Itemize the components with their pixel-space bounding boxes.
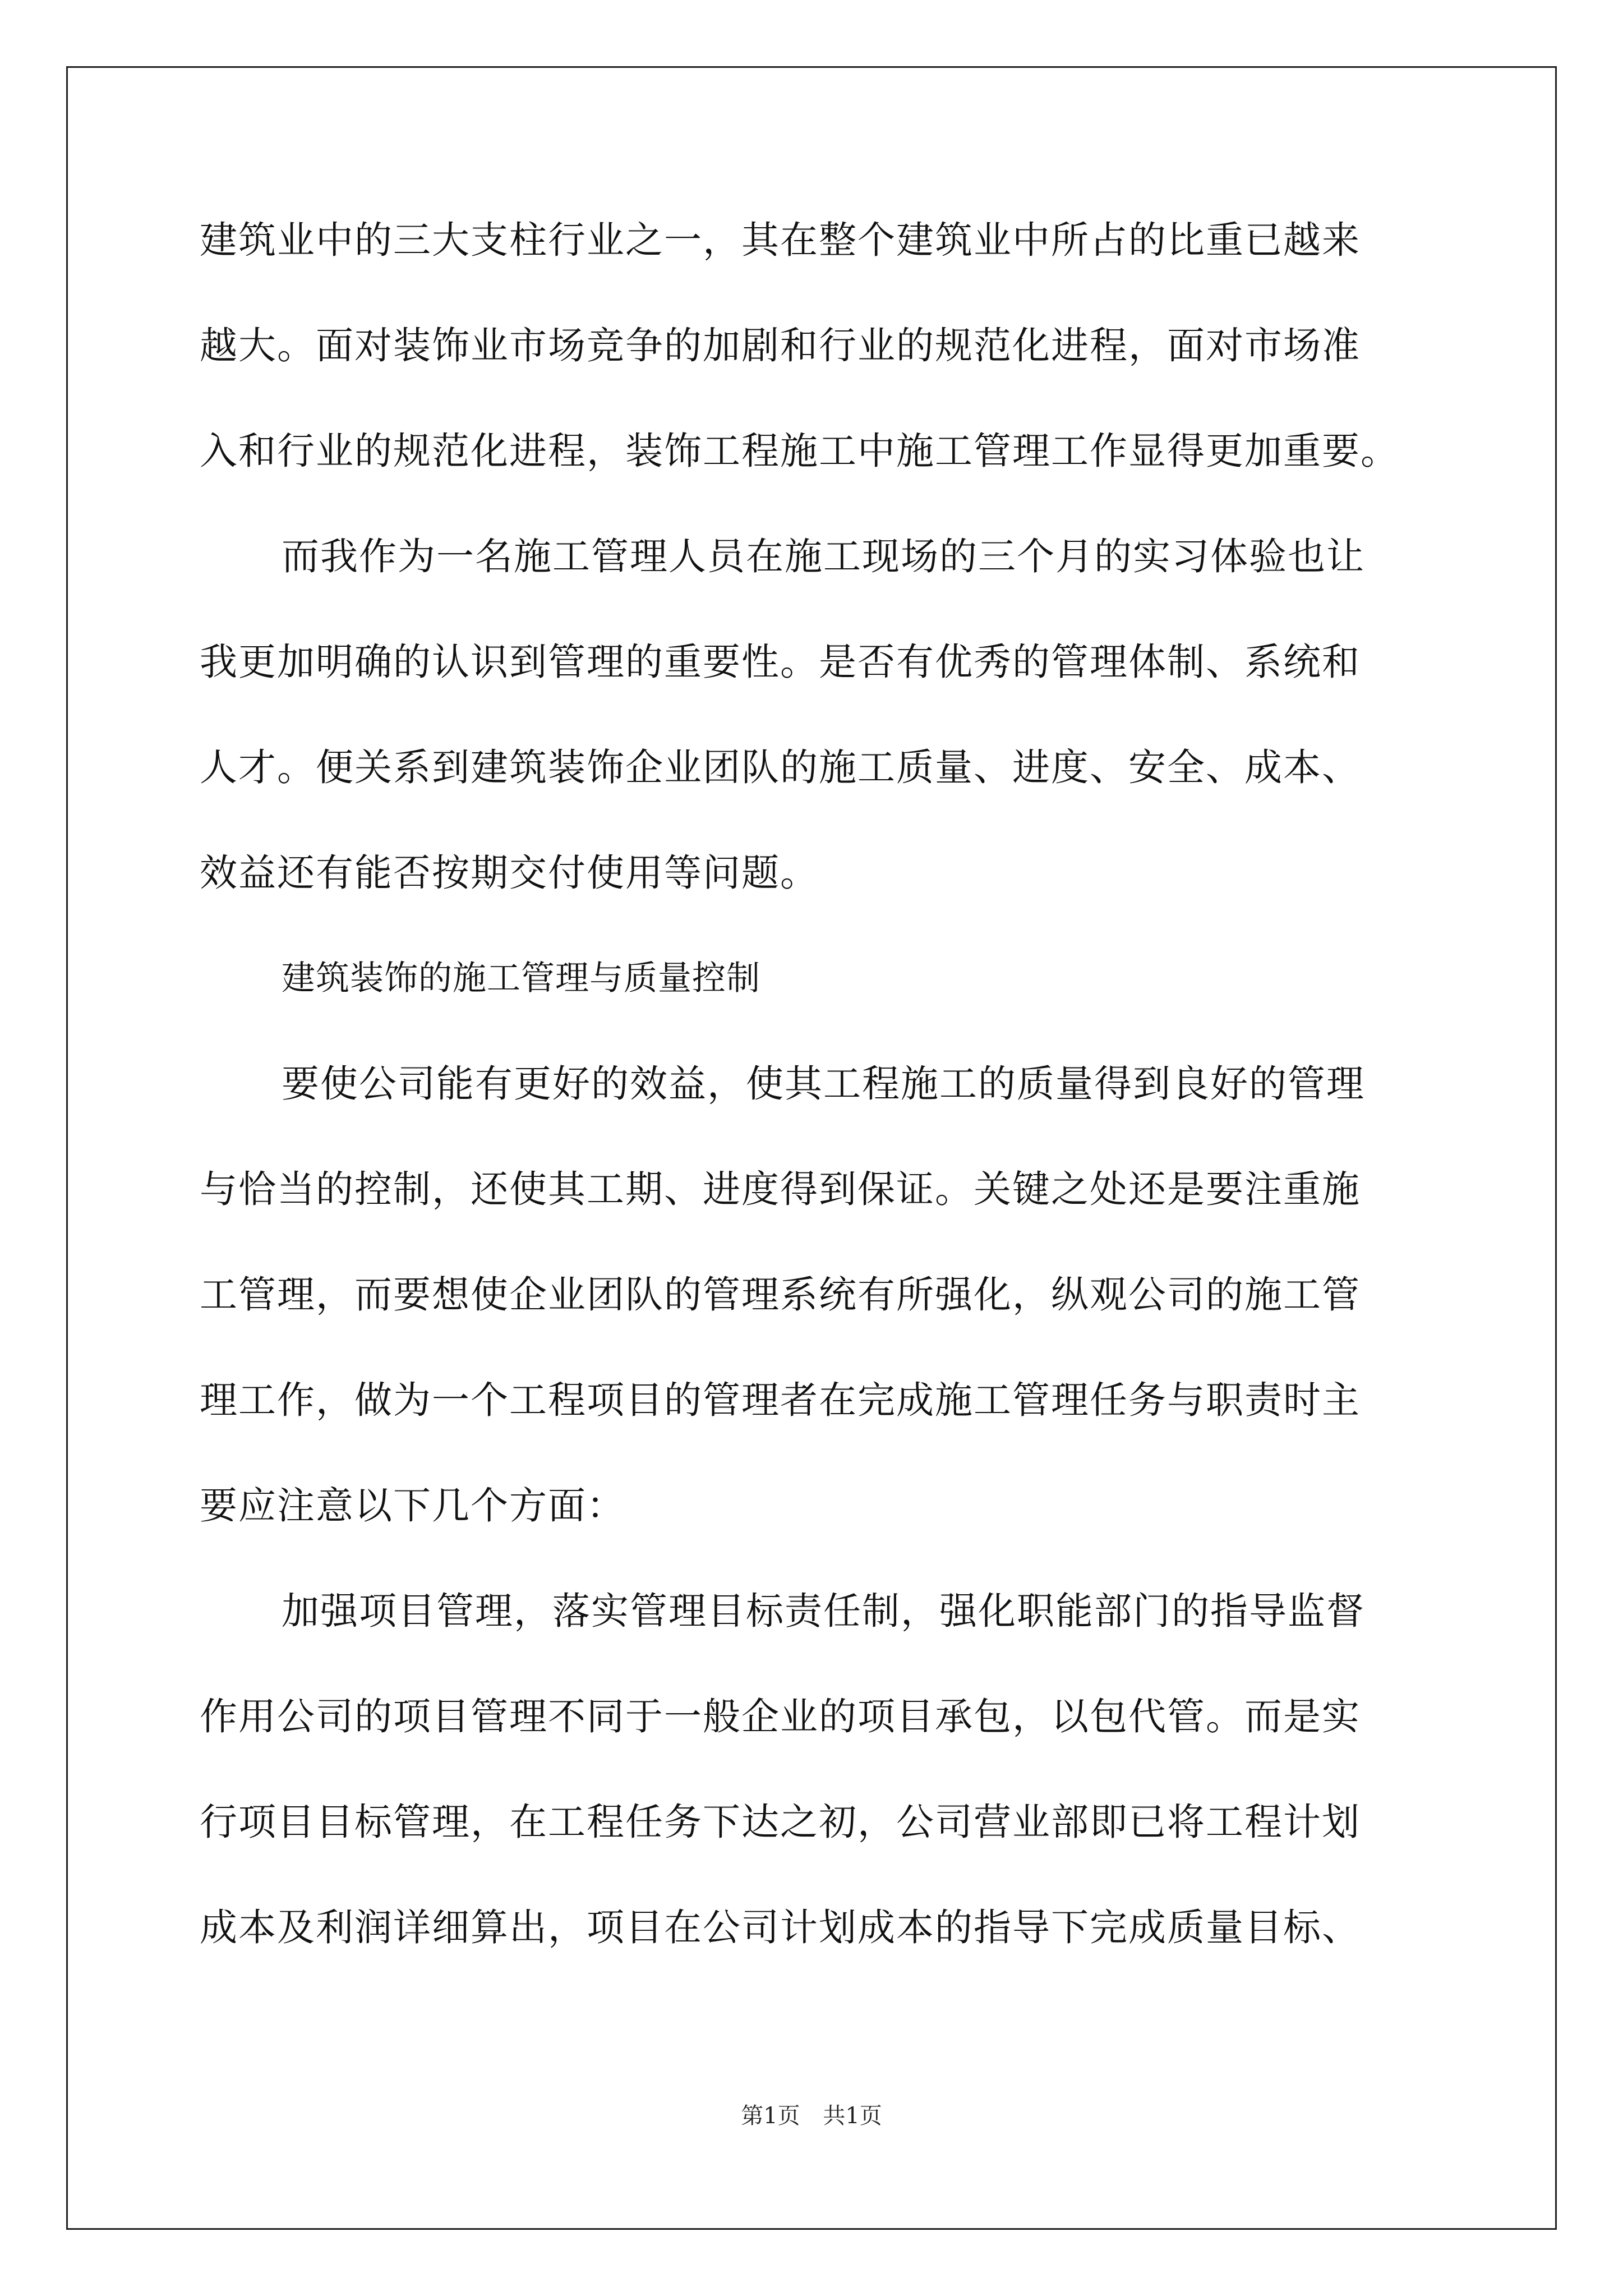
text-line: 作用公司的项目管理不同于一般企业的项目承包，以包代管。而是实 — [200, 1695, 1361, 1738]
text-line: 行项目目标管理，在工程任务下达之初，公司营业部即已将工程计划 — [200, 1800, 1361, 1844]
text-line: 人才。便关系到建筑装饰企业团队的施工质量、进度、安全、成本、 — [200, 746, 1361, 789]
section-heading: 建筑装饰的施工管理与质量控制 — [282, 959, 760, 998]
text-line: 与恰当的控制，还使其工期、进度得到保证。关键之处还是要注重施 — [200, 1167, 1361, 1211]
paragraph-start-line: 而我作为一名施工管理人员在施工现场的三个月的实习体验也让 — [282, 535, 1365, 578]
text-line: 入和行业的规范化进程，装饰工程施工中施工管理工作显得更加重要。 — [200, 429, 1399, 473]
text-line: 越大。面对装饰业市场竞争的加剧和行业的规范化进程，面对市场准 — [200, 324, 1361, 367]
text-line: 工管理，而要想使企业团队的管理系统有所强化，纵观公司的施工管 — [200, 1273, 1361, 1317]
page-footer — [0, 2098, 1623, 2130]
text-line: 建筑业中的三大支柱行业之一，其在整个建筑业中所占的比重已越来 — [200, 218, 1361, 262]
page-number: 第1页 — [741, 2103, 800, 2129]
page-total: 共1页 — [823, 2103, 882, 2129]
paragraph-start-line: 要使公司能有更好的效益，使其工程施工的质量得到良好的管理 — [282, 1062, 1365, 1106]
paragraph-start-line: 加强项目管理，落实管理目标责任制，强化职能部门的指导监督 — [282, 1589, 1365, 1633]
text-line: 理工作，做为一个工程项目的管理者在完成施工管理任务与职责时主 — [200, 1378, 1361, 1422]
text-line: 要应注意以下几个方面： — [200, 1484, 625, 1527]
text-line: 成本及利润详细算出，项目在公司计划成本的指导下完成质量目标、 — [200, 1906, 1361, 1949]
document-body — [200, 213, 1433, 2006]
text-line: 我更加明确的认识到管理的重要性。是否有优秀的管理体制、系统和 — [200, 640, 1361, 684]
text-line: 效益还有能否按期交付使用等问题。 — [200, 851, 819, 895]
